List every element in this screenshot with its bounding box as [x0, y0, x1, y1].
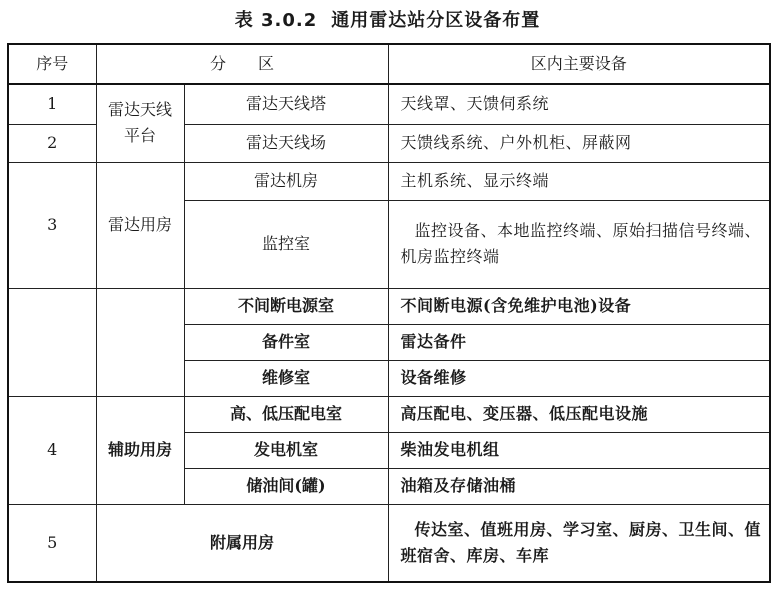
table-row: [8, 288, 770, 324]
equipment-cell: 雷达备件: [388, 324, 770, 360]
equipment-cell: 主机系统、显示终端: [388, 162, 770, 200]
equipment-cell: 油箱及存储油桶: [388, 468, 770, 504]
group-cell: 雷达用房: [96, 162, 184, 288]
table-row: [8, 162, 770, 200]
table-row: [8, 504, 770, 582]
zone-cell: 发电机室: [184, 432, 388, 468]
equipment-cell: 天馈线系统、户外机柜、屏蔽网: [388, 124, 770, 162]
table-number: 表 3.0.2: [234, 10, 318, 31]
seq-cell: 2: [8, 124, 96, 162]
equipment-cell: 设备维修: [388, 360, 770, 396]
seq-cell: 3: [8, 162, 96, 288]
seq-cell: 4: [8, 396, 96, 504]
group-cell: 雷达天线平台: [96, 84, 184, 162]
zone-cell: 附属用房: [96, 504, 388, 582]
header-seq: 序号: [8, 44, 96, 84]
equipment-cell: 不间断电源(含免维护电池)设备: [388, 288, 770, 324]
equipment-cell: 天线罩、天馈伺系统: [388, 84, 770, 124]
zone-cell: 雷达机房: [184, 162, 388, 200]
zone-cell: 不间断电源室: [184, 288, 388, 324]
seq-cell-empty: [8, 288, 96, 396]
equipment-table: [7, 43, 771, 583]
header-equipment: 区内主要设备: [388, 44, 770, 84]
zone-cell: 储油间(罐): [184, 468, 388, 504]
zone-cell: 雷达天线场: [184, 124, 388, 162]
header-zone: 分 区: [96, 44, 388, 84]
table-row: [8, 396, 770, 432]
equipment-cell: 高压配电、变压器、低压配电设施: [388, 396, 770, 432]
seq-cell: 5: [8, 504, 96, 582]
equipment-cell: 柴油发电机组: [388, 432, 770, 468]
equipment-cell: 监控设备、本地监控终端、原始扫描信号终端、机房监控终端: [388, 200, 770, 288]
header-row: [8, 44, 770, 84]
table-caption: 通用雷达站分区设备布置: [331, 10, 541, 31]
zone-cell: 雷达天线塔: [184, 84, 388, 124]
zone-cell: 高、低压配电室: [184, 396, 388, 432]
group-cell: 辅助用房: [96, 396, 184, 504]
zone-cell: 维修室: [184, 360, 388, 396]
seq-cell: 1: [8, 84, 96, 124]
equipment-cell: 传达室、值班用房、学习室、厨房、卫生间、值班宿舍、库房、车库: [388, 504, 770, 582]
zone-cell: 备件室: [184, 324, 388, 360]
group-cell-empty: [96, 288, 184, 396]
table-row: [8, 84, 770, 124]
table-title: [0, 6, 775, 32]
zone-cell: 监控室: [184, 200, 388, 288]
